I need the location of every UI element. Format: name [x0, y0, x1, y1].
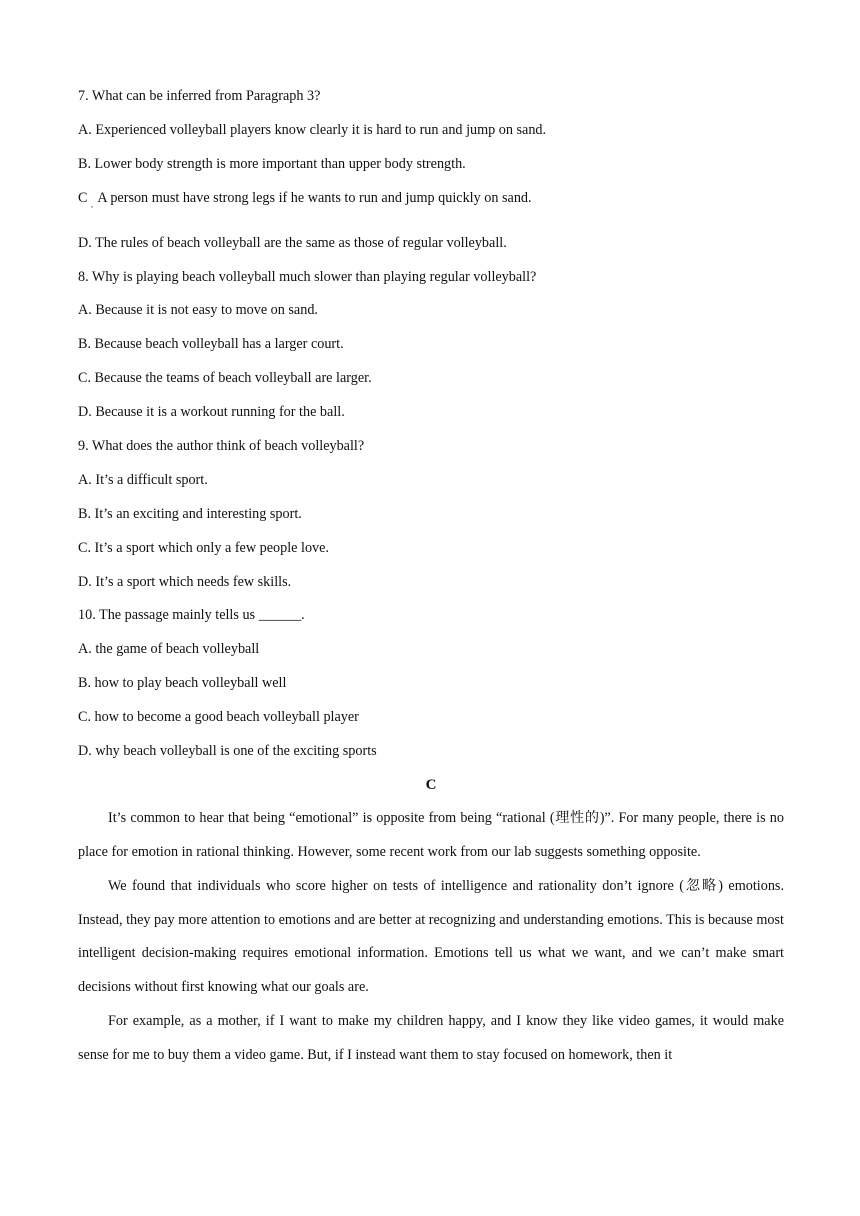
question-10-option-c: C. how to become a good beach volleyball player: [78, 709, 359, 726]
question-9-option-b: B. It’s an exciting and interesting sport.: [78, 505, 302, 522]
section-c-title: C: [425, 776, 437, 793]
section-c-paragraph-3: For example, as a mother, if I want to make my children happy, and I know they like video games, it would make sense for me to buy them a video game. But, if I instead want them to stay focused on homework, then it: [78, 1013, 784, 1064]
question-7-option-d: D. The rules of beach volleyball are the same as those of regular volleyball.: [78, 234, 507, 251]
question-7-option-c: C A person must have strong legs if he wants to run and jump quickly on sand.: [78, 189, 532, 206]
question-10-option-b: B. how to play beach volleyball well: [78, 675, 287, 692]
question-10-option-a: A. the game of beach volleyball: [78, 641, 260, 658]
question-8-option-a: A. Because it is not easy to move on sand.: [78, 302, 318, 319]
question-9-option-a: A. It’s a difficult sport.: [78, 471, 208, 488]
question-9-option-c: C. It’s a sport which only a few people love.: [78, 539, 329, 556]
question-7-option-a: A. Experienced volleyball players know clearly it is hard to run and jump on sand.: [78, 121, 547, 138]
stray-dot-mark: ˙: [90, 202, 94, 217]
question-10-stem: 10. The passage mainly tells us ______.: [78, 607, 305, 624]
question-7-option-c-row: [78, 188, 784, 217]
document-page: [78, 86, 784, 1073]
question-8-stem: 8. Why is playing beach volleyball much slower than playing regular volleyball?: [78, 268, 537, 285]
section-c-paragraph-1: It’s common to hear that being “emotional” is opposite from being “rational (理性的)”. For many people, there is no place for emotion in rational thinking. However, some recent work from our lab suggests something opposite.: [78, 809, 784, 860]
question-9-stem: 9. What does the author think of beach volleyball?: [78, 438, 365, 455]
question-7-option-b: B. Lower body strength is more important than upper body strength.: [78, 155, 466, 172]
question-8-option-d: D. Because it is a workout running for the ball.: [78, 404, 345, 421]
question-8-option-b: B. Because beach volleyball has a larger court.: [78, 336, 344, 353]
question-9-option-d: D. It’s a sport which needs few skills.: [78, 573, 292, 590]
question-7-stem: 7. What can be inferred from Paragraph 3?: [78, 88, 321, 104]
question-10-option-d: D. why beach volleyball is one of the exciting sports: [78, 743, 377, 760]
section-c-paragraph-2: We found that individuals who score higher on tests of intelligence and rationality don’t ignore (忽略) emotions. Instead, they pay more attention to emotions and are better at recognizing and understanding emotions. This is because most intelligent decision-making requires emotional information. Emotions tell us what we want, and we can’t make smart decisions without first knowing what our goals are.: [78, 877, 784, 996]
question-8-option-c: C. Because the teams of beach volleyball are larger.: [78, 370, 372, 387]
